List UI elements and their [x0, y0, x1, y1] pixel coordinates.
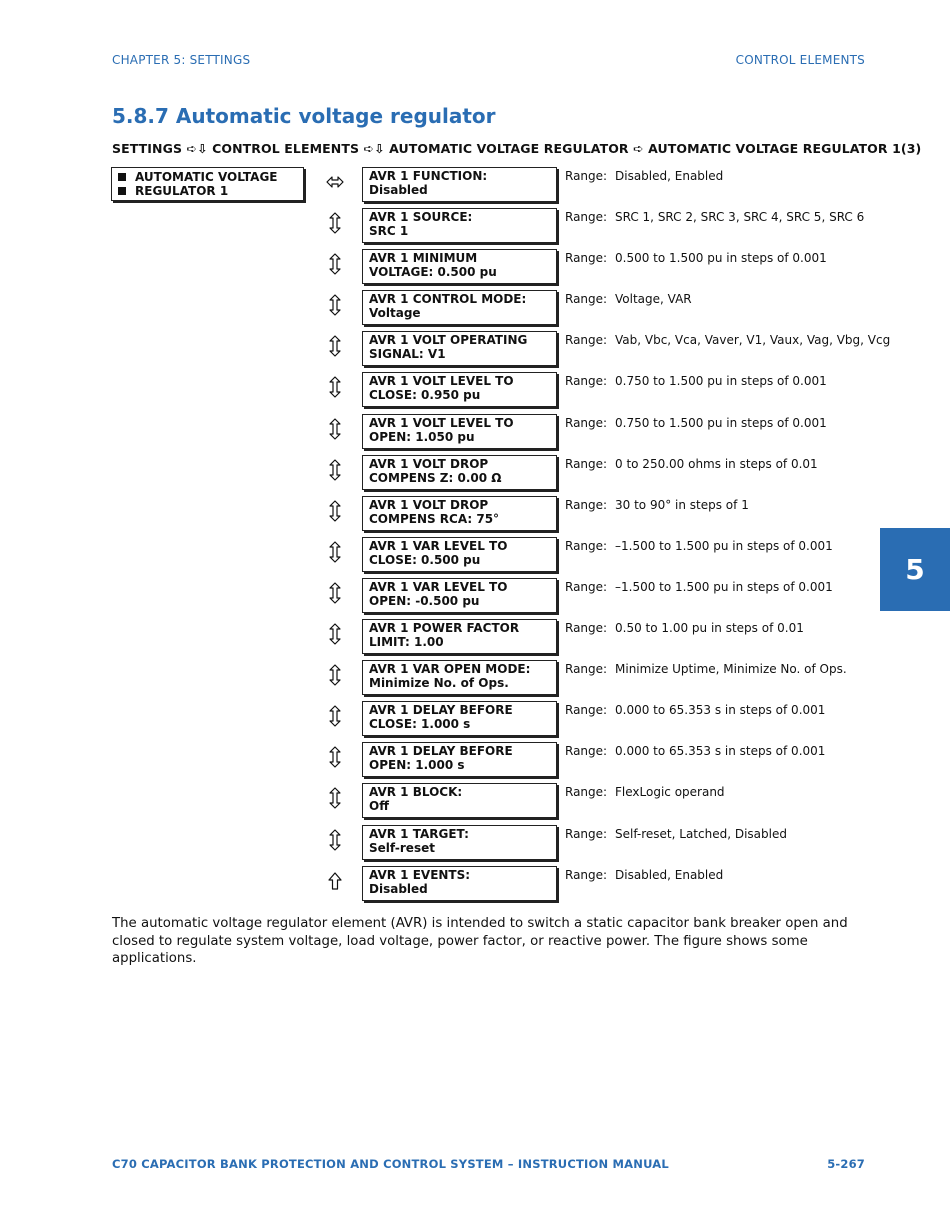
range-value: –1.500 to 1.500 pu in steps of 0.001 — [615, 538, 833, 553]
setting-display-box — [362, 208, 557, 243]
setting-display-box — [362, 578, 557, 613]
setting-display-box — [362, 331, 557, 366]
setting-row — [0, 249, 950, 290]
setting-display-box — [362, 701, 557, 736]
up-down-arrow-icon — [326, 459, 344, 481]
setting-row — [0, 372, 950, 413]
range-value: 0.000 to 65.353 s in steps of 0.001 — [615, 744, 826, 759]
range-label: Range: — [565, 169, 608, 183]
setting-display-box — [362, 742, 557, 777]
up-down-arrow-icon — [326, 253, 344, 275]
range-value: Self-reset, Latched, Disabled — [615, 826, 787, 841]
setting-display-box — [362, 866, 557, 901]
setting-name: AVR 1 MINIMUM — [369, 251, 478, 266]
range-value: 30 to 90° in steps of 1 — [615, 497, 749, 512]
setting-display-box — [362, 249, 557, 284]
setting-value: CLOSE: 1.000 s — [369, 717, 471, 732]
range-value: Disabled, Enabled — [615, 867, 724, 882]
setting-row — [0, 537, 950, 578]
setting-name: AVR 1 DELAY BEFORE — [369, 703, 513, 718]
setting-value: OPEN: 1.050 pu — [369, 429, 475, 444]
range-value: 0.000 to 65.353 s in steps of 0.001 — [615, 703, 826, 718]
setting-row — [0, 414, 950, 455]
setting-row — [0, 208, 950, 249]
setting-display-box — [362, 783, 557, 818]
range-value: 0.500 to 1.500 pu in steps of 0.001 — [615, 251, 827, 266]
up-down-arrow-icon — [326, 500, 344, 522]
up-arrow-icon — [326, 870, 344, 892]
range-label: Range: — [565, 333, 608, 348]
range-label: Range: — [565, 251, 608, 266]
menu-line-2-text: REGULATOR 1 — [135, 184, 229, 198]
setting-name: AVR 1 EVENTS: — [369, 867, 471, 882]
range-label: Range: — [565, 785, 608, 800]
setting-row — [0, 619, 950, 660]
up-down-arrow-icon — [326, 212, 344, 234]
setting-display-box — [362, 825, 557, 860]
description-paragraph: The automatic voltage regulator element (AVR) is intended to switch a static capacitor bank breaker open and closed to regulate system voltage, load voltage, power factor, or reactive power. The figure shows some applications. — [112, 916, 848, 966]
setting-row — [0, 783, 950, 824]
range-value: –1.500 to 1.500 pu in steps of 0.001 — [615, 579, 833, 594]
range-label: Range: — [565, 415, 608, 430]
setting-value: Voltage — [369, 306, 421, 321]
up-down-arrow-icon — [326, 294, 344, 316]
setting-name: AVR 1 VAR LEVEL TO — [369, 538, 508, 553]
setting-display-box — [362, 537, 557, 572]
section-header: CONTROL ELEMENTS — [735, 53, 865, 67]
range-value: Minimize Uptime, Minimize No. of Ops. — [615, 662, 847, 677]
setting-row — [0, 701, 950, 742]
range-label: Range: — [565, 579, 608, 594]
setting-value: COMPENS RCA: 75° — [369, 511, 500, 526]
setting-value: OPEN: -0.500 pu — [369, 593, 480, 608]
footer-manual-title: C70 CAPACITOR BANK PROTECTION AND CONTROL SYSTEM – INSTRUCTION MANUAL — [112, 1157, 669, 1171]
setting-display-box — [362, 372, 557, 407]
setting-value: CLOSE: 0.950 pu — [369, 388, 481, 403]
setting-display-box — [362, 290, 557, 325]
range-value: 0 to 250.00 ohms in steps of 0.01 — [615, 456, 818, 471]
setting-value: Disabled — [369, 183, 428, 197]
setting-row — [0, 660, 950, 701]
setting-row — [0, 825, 950, 866]
setting-row — [0, 496, 950, 537]
setting-name: AVR 1 VOLT LEVEL TO — [369, 415, 514, 430]
setting-name: AVR 1 VOLT DROP — [369, 456, 489, 471]
chapter-header: CHAPTER 5: SETTINGS — [112, 53, 251, 67]
setting-value: OPEN: 1.000 s — [369, 758, 465, 773]
setting-value: COMPENS Z: 0.00 Ω — [369, 470, 502, 485]
setting-value: Self-reset — [369, 840, 435, 855]
up-down-arrow-icon — [326, 829, 344, 851]
setting-value: SIGNAL: V1 — [369, 347, 446, 362]
setting-display-box — [362, 414, 557, 449]
setting-value: CLOSE: 0.500 pu — [369, 552, 481, 567]
range-value: Disabled, Enabled — [615, 169, 724, 183]
menu-line-1-text: AUTOMATIC VOLTAGE — [135, 170, 278, 184]
setting-value: Minimize No. of Ops. — [369, 676, 509, 691]
setting-row — [0, 578, 950, 619]
footer-page-number: 5-267 — [827, 1157, 865, 1171]
setting-name: AVR 1 VAR OPEN MODE: — [369, 662, 531, 677]
setting-display-box — [362, 455, 557, 490]
setting-row — [0, 742, 950, 783]
setting-row — [0, 290, 950, 331]
up-down-arrow-icon — [326, 582, 344, 604]
setting-row — [0, 331, 950, 372]
settings-path: SETTINGS ➪⇩ CONTROL ELEMENTS ➪⇩ AUTOMATIC VOLTAGE REGULATOR ➪ AUTOMATIC VOLTAGE REGULATOR 1(3) — [112, 141, 922, 156]
range-value: 0.50 to 1.00 pu in steps of 0.01 — [615, 621, 804, 636]
setting-name: AVR 1 POWER FACTOR — [369, 621, 520, 636]
range-label: Range: — [565, 703, 608, 718]
up-down-arrow-icon — [326, 541, 344, 563]
range-label: Range: — [565, 662, 608, 677]
setting-value: Disabled — [369, 881, 428, 896]
setting-name: AVR 1 TARGET: — [369, 826, 469, 841]
chapter-tab: 5 — [880, 528, 950, 611]
up-down-arrow-icon — [326, 787, 344, 809]
up-down-arrow-icon — [326, 335, 344, 357]
setting-name: AVR 1 VOLT LEVEL TO — [369, 374, 514, 389]
settings-list — [0, 167, 950, 907]
setting-row — [0, 167, 950, 208]
range-value: Vab, Vbc, Vca, Vaver, V1, Vaux, Vag, Vbg, Vcg — [615, 333, 891, 348]
setting-name: AVR 1 VOLT OPERATING — [369, 333, 528, 348]
range-label: Range: — [565, 826, 608, 841]
setting-name: AVR 1 SOURCE: — [369, 210, 473, 225]
setting-display-box — [362, 167, 557, 202]
up-down-arrow-icon — [326, 376, 344, 398]
range-label: Range: — [565, 744, 608, 759]
up-down-arrow-icon — [326, 623, 344, 645]
range-label: Range: — [565, 456, 608, 471]
range-label: Range: — [565, 292, 608, 307]
range-label: Range: — [565, 374, 608, 389]
setting-display-box — [362, 660, 557, 695]
setting-name: AVR 1 DELAY BEFORE — [369, 744, 513, 759]
range-label: Range: — [565, 497, 608, 512]
setting-name: AVR 1 CONTROL MODE: — [369, 292, 527, 307]
up-down-arrow-icon — [326, 664, 344, 686]
setting-name: AVR 1 BLOCK: — [369, 785, 463, 800]
setting-row — [0, 455, 950, 496]
range-value: 0.750 to 1.500 pu in steps of 0.001 — [615, 374, 827, 389]
setting-value: VOLTAGE: 0.500 pu — [369, 265, 497, 280]
section-title: 5.8.7 Automatic voltage regulator — [112, 104, 496, 128]
setting-row — [0, 866, 950, 907]
range-label: Range: — [565, 867, 608, 882]
up-down-arrow-icon — [326, 746, 344, 768]
range-value: SRC 1, SRC 2, SRC 3, SRC 4, SRC 5, SRC 6 — [615, 210, 865, 225]
range-value: Voltage, VAR — [615, 292, 692, 307]
setting-value: LIMIT: 1.00 — [369, 635, 444, 650]
up-down-arrow-icon — [326, 705, 344, 727]
setting-name: AVR 1 FUNCTION: — [369, 169, 488, 183]
range-value: FlexLogic operand — [615, 785, 725, 800]
range-label: Range: — [565, 538, 608, 553]
setting-display-box — [362, 496, 557, 531]
range-label: Range: — [565, 621, 608, 636]
setting-name: AVR 1 VAR LEVEL TO — [369, 579, 508, 594]
range-value: 0.750 to 1.500 pu in steps of 0.001 — [615, 415, 827, 430]
setting-value: Off — [369, 799, 389, 814]
left-right-arrow-icon — [326, 171, 344, 193]
setting-display-box — [362, 619, 557, 654]
up-down-arrow-icon — [326, 418, 344, 440]
range-label: Range: — [565, 210, 608, 225]
setting-value: SRC 1 — [369, 224, 409, 239]
setting-name: AVR 1 VOLT DROP — [369, 497, 489, 512]
